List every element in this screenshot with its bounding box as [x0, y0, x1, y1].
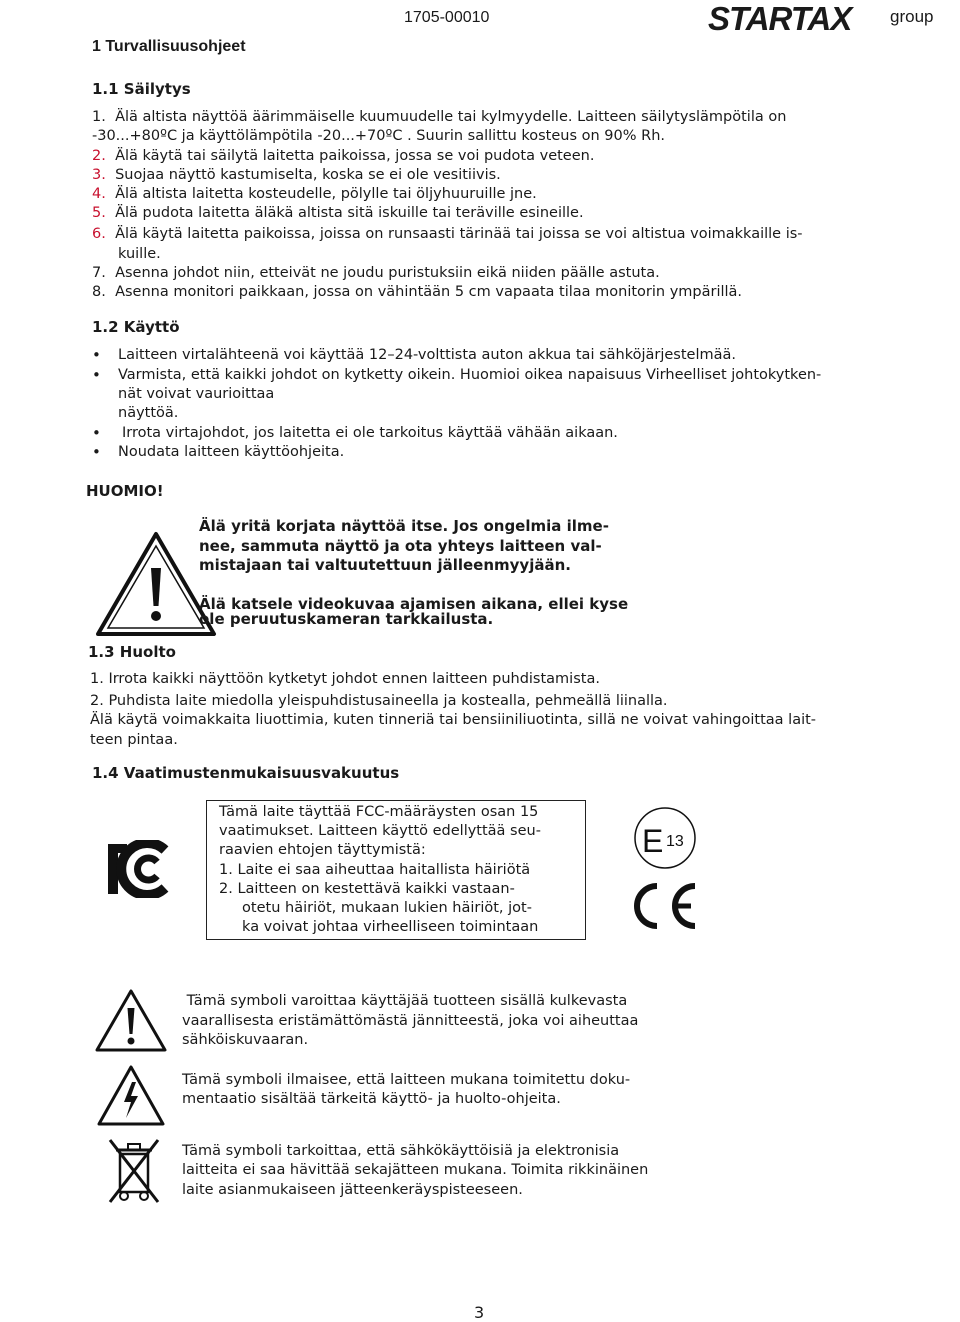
list-item: 7. Asenna johdot niin, etteivät ne joudu puristuksiin eikä niiden päälle astuta.: [92, 265, 660, 281]
page-title: 1 Turvallisuusohjeet: [92, 38, 246, 55]
section-heading-storage: 1.1 Säilytys: [92, 80, 191, 98]
list-item: 5. Älä pudota laitetta äläkä altista sitä iskuille tai teräville esineille.: [92, 205, 584, 221]
symbol-description: vaarallisesta eristämättömästä jännitteestä, joka voi aiheuttaa: [182, 1013, 639, 1029]
section-heading-usage: 1.2 Käyttö: [92, 318, 180, 336]
bullet-item: Noudata laitteen käyttöohjeita.: [118, 444, 345, 460]
page-number: 3: [474, 1303, 485, 1322]
section-heading-compliance: 1.4 Vaatimustenmukaisuusvakuutus: [92, 764, 400, 782]
symbol-description: mentaatio sisältää tärkeitä käyttö- ja huolto-ohjeita.: [182, 1091, 561, 1107]
bullet-icon: •: [92, 366, 101, 384]
e-mark-letter: E: [642, 823, 664, 859]
list-item: Älä käytä voimakkaita liuottimia, kuten tinneriä tai bensiiniliuotinta, sillä ne voivat vahingoittaa lait-: [90, 712, 817, 728]
list-item: 6. Älä käytä laitetta paikoissa, joissa on runsaasti tärinää tai joissa se voi altistua voimakkaille is-: [92, 226, 803, 242]
bullet-item: Laitteen virtalähteenä voi käyttää 12–24-volttista auton akkua tai sähköjärjestelmää.: [118, 347, 736, 363]
list-item: 2. Puhdista laite miedolla yleispuhdistusaineella ja kostealla, pehmeällä liinalla.: [90, 693, 668, 709]
exclamation-triangle-icon: [94, 988, 168, 1054]
section-heading-maintenance: 1.3 Huolto: [88, 643, 176, 661]
bullet-icon: •: [92, 424, 101, 442]
list-item: 1. Irrota kaikki näyttöön kytketyt johdot ennen laitteen puhdistamista.: [90, 671, 600, 687]
bullet-icon: •: [92, 443, 101, 461]
e13-mark-icon: [628, 806, 702, 870]
list-item: 3. Suojaa näyttö kastumiselta, koska se ei ole vesitiivis.: [92, 167, 501, 183]
crossed-bin-icon: [106, 1136, 162, 1206]
list-item: teen pintaa.: [90, 732, 178, 748]
e-mark-number: 13: [666, 833, 684, 850]
bullet-icon: •: [92, 346, 101, 364]
startax-logo: [708, 2, 958, 34]
bullet-item-continuation: näyttöä.: [118, 405, 179, 421]
lightning-warning-triangle-icon: [96, 1064, 166, 1128]
logo-text: STARTAX: [708, 2, 852, 34]
bullet-item: Varmista, että kaikki johdot on kytketty oikein. Huomioi oikea napaisuus Virheelliset johtokytken-: [118, 367, 822, 383]
notice-label: HUOMIO!: [86, 482, 164, 500]
symbol-description: Tämä symboli varoittaa käyttäjää tuotteen sisällä kulkevasta: [182, 993, 628, 1009]
bullet-item: Irrota virtajohdot, jos laitetta ei ole tarkoitus käyttää vähään aikaan.: [122, 425, 618, 441]
symbol-description: laitteita ei saa hävittää sekajätteen mukana. Toimita rikkinäinen: [182, 1162, 649, 1178]
bullet-item-continuation: nät voivat vaurioittaa: [118, 386, 275, 402]
document-code: 1705-00010: [404, 9, 490, 26]
symbol-description: sähköiskuvaaran.: [182, 1032, 309, 1048]
list-item: 2. Älä käytä tai säilytä laitetta paikoissa, jossa se voi pudota veteen.: [92, 148, 595, 164]
symbol-description: Tämä symboli ilmaisee, että laitteen mukana toimitettu doku-: [182, 1072, 631, 1088]
fcc-logo-icon: [105, 840, 175, 898]
list-item: 4. Älä altista laitetta kosteudelle, pölylle tai öljyhuuruille jne.: [92, 186, 537, 202]
list-item: 8. Asenna monitori paikkaan, jossa on vähintään 5 cm vapaata tilaa monitorin ympärillä.: [92, 284, 743, 300]
list-item: 1. Älä altista näyttöä äärimmäiselle kuumuudelle tai kylmyydelle. Laitteen säilytyslämpötila on: [92, 109, 787, 125]
logo-suffix: group: [890, 7, 934, 26]
list-item: kuille.: [118, 246, 161, 262]
symbol-description: laite asianmukaiseen jätteenkeräyspisteeseen.: [182, 1182, 523, 1198]
list-item: -30...+80ºC ja käyttölämpötila -20...+70ºC . Suurin sallittu kosteus on 90% Rh.: [92, 128, 666, 144]
symbol-description: Tämä symboli tarkoittaa, että sähkökäyttöisiä ja elektronisia: [182, 1143, 620, 1159]
ce-mark-icon: [623, 880, 699, 932]
